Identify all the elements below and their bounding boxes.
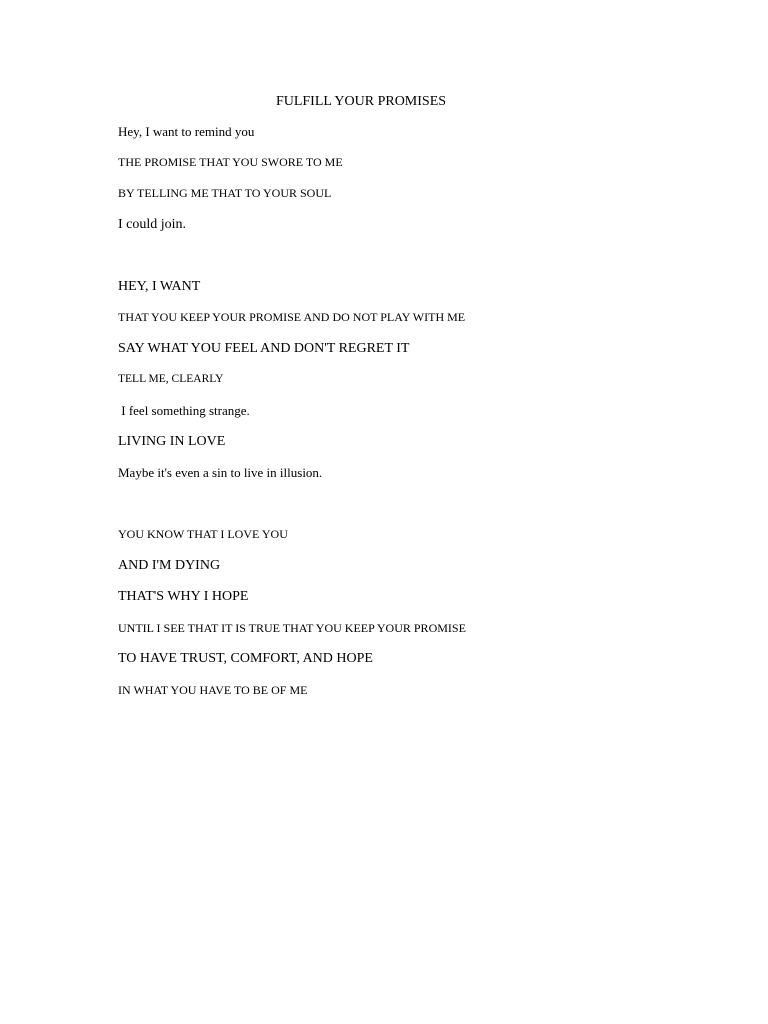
document-title: FULFILL YOUR PROMISES (275, 94, 447, 109)
poem-line: SAY WHAT YOU FEEL AND DON'T REGRET IT (118, 341, 410, 356)
poem-line: TO HAVE TRUST, COMFORT, AND HOPE (118, 651, 373, 666)
poem-line: YOU KNOW THAT I LOVE YOU (118, 527, 288, 541)
poem-line: Maybe it's even a sin to live in illusion. (118, 465, 323, 480)
poem-line: HEY, I WANT (118, 279, 201, 294)
poem-line: LIVING IN LOVE (118, 434, 226, 449)
poem-line: THAT'S WHY I HOPE (118, 589, 249, 604)
poem-line: AND I'M DYING (118, 558, 221, 573)
poem-line: THE PROMISE THAT YOU SWORE TO ME (118, 155, 343, 169)
poem-line: TELL ME, CLEARLY (118, 373, 224, 385)
poem-line: I feel something strange. (118, 403, 250, 418)
poem-line: UNTIL I SEE THAT IT IS TRUE THAT YOU KEEP YOUR PROMISE (118, 621, 466, 635)
poem-line: Hey, I want to remind you (118, 124, 255, 139)
poem-line: I could join. (118, 217, 187, 232)
poem-line: IN WHAT YOU HAVE TO BE OF ME (118, 683, 308, 697)
poem-line: THAT YOU KEEP YOUR PROMISE AND DO NOT PLAY WITH ME (118, 310, 466, 324)
poem-line: BY TELLING ME THAT TO YOUR SOUL (118, 186, 332, 200)
